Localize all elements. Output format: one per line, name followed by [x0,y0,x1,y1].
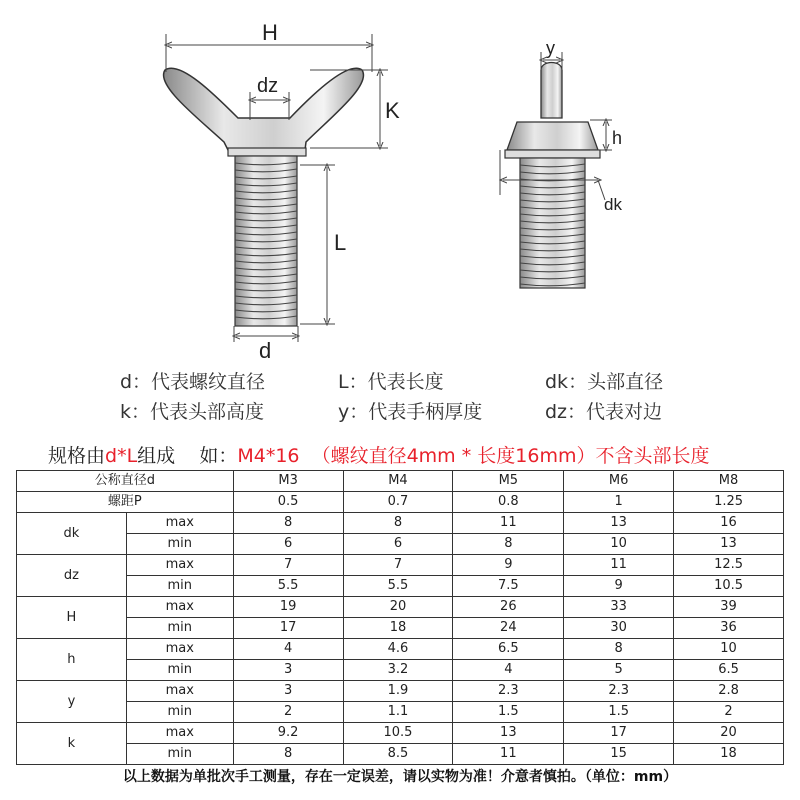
min-value: 10.5 [674,576,784,597]
min-value: 5 [564,660,674,681]
min-value: 5.5 [343,576,453,597]
max-value: 20 [343,597,453,618]
min-value: 5.5 [233,576,343,597]
max-value: 6.5 [453,639,564,660]
pitch-row [17,492,784,513]
min-value: 17 [233,618,343,639]
max-value: 3 [233,681,343,702]
label-dz: dz [257,75,279,97]
max-value: 8 [233,513,343,534]
max-value: 10 [674,639,784,660]
max-value: 17 [564,723,674,744]
group-label: dz [17,555,127,597]
table-row [17,702,784,723]
spec-line [48,441,709,468]
legend-dz: dz：代表对边 [545,401,663,423]
min-value: 7.5 [453,576,564,597]
size-header: M5 [453,471,564,492]
label-H: H [262,20,278,45]
side-base [505,150,600,158]
min-value: 9 [564,576,674,597]
spec-example: M4*16 （螺纹直径4mm * 长度16mm）不含头部长度 [237,445,710,467]
min-value: 24 [453,618,564,639]
max-value: 13 [564,513,674,534]
group-label: H [17,597,127,639]
legend-k: k：代表头部高度 [120,401,265,423]
min-value: 1.1 [343,702,453,723]
group-label: h [17,639,127,681]
min-label: min [126,702,233,723]
min-value: 6.5 [674,660,784,681]
max-value: 9 [453,555,564,576]
table-row [17,597,784,618]
label-d: d [259,338,272,363]
max-value: 9.2 [233,723,343,744]
max-value: 20 [674,723,784,744]
front-view [164,68,364,326]
min-value: 18 [674,744,784,765]
size-header: M3 [233,471,343,492]
table-row [17,513,784,534]
group-label: y [17,681,127,723]
header-row [17,471,784,492]
side-view [505,63,600,289]
max-value: 11 [564,555,674,576]
pitch-label: 螺距P [17,492,234,513]
size-header: M8 [674,471,784,492]
min-value: 36 [674,618,784,639]
max-label: max [126,513,233,534]
side-wing [541,63,562,119]
legend-dk: dk：头部直径 [545,371,664,393]
min-value: 4 [453,660,564,681]
min-label: min [126,660,233,681]
max-value: 13 [453,723,564,744]
max-value: 11 [453,513,564,534]
max-value: 16 [674,513,784,534]
max-label: max [126,681,233,702]
min-value: 1.5 [564,702,674,723]
table-row [17,576,784,597]
legend-d: d：代表螺纹直径 [120,371,266,393]
header-label: 公称直径d [17,471,234,492]
spec-formula: d*L [105,445,138,467]
max-value: 1.9 [343,681,453,702]
max-label: max [126,555,233,576]
spec-table [16,470,784,765]
max-value: 4.6 [343,639,453,660]
spec-suffix: 组成 如： [137,445,238,467]
label-L: L [334,230,347,255]
max-value: 4 [233,639,343,660]
pitch-value: 1 [564,492,674,513]
max-value: 10.5 [343,723,453,744]
max-value: 2.8 [674,681,784,702]
min-value: 1.5 [453,702,564,723]
min-value: 11 [453,744,564,765]
min-value: 6 [343,534,453,555]
table-row [17,639,784,660]
max-value: 33 [564,597,674,618]
max-value: 12.5 [674,555,784,576]
min-value: 2 [233,702,343,723]
max-value: 2.3 [453,681,564,702]
min-value: 8 [453,534,564,555]
min-value: 3 [233,660,343,681]
pitch-value: 0.5 [233,492,343,513]
min-value: 10 [564,534,674,555]
group-label: dk [17,513,127,555]
min-value: 3.2 [343,660,453,681]
max-label: max [126,639,233,660]
min-value: 30 [564,618,674,639]
legend-y: y：代表手柄厚度 [338,401,483,423]
table-row [17,723,784,744]
max-value: 7 [343,555,453,576]
max-label: max [126,723,233,744]
max-value: 8 [343,513,453,534]
size-header: M4 [343,471,453,492]
min-value: 6 [233,534,343,555]
table-row [17,744,784,765]
min-label: min [126,534,233,555]
spec-table-body [17,471,784,765]
group-label: k [17,723,127,765]
label-dk: dk [604,195,622,214]
min-label: min [126,744,233,765]
max-label: max [126,597,233,618]
max-value: 8 [564,639,674,660]
min-value: 2 [674,702,784,723]
disclaimer-note: 以上数据为单批次手工测量，存在一定误差，请以实物为准！介意者慎拍。（单位：mm） [122,769,678,785]
label-K: K [385,98,400,123]
min-value: 15 [564,744,674,765]
table-row [17,555,784,576]
min-label: min [126,576,233,597]
max-value: 39 [674,597,784,618]
size-header: M6 [564,471,674,492]
max-value: 7 [233,555,343,576]
min-value: 13 [674,534,784,555]
label-y: y [546,38,555,58]
max-value: 2.3 [564,681,674,702]
pitch-value: 0.8 [453,492,564,513]
table-row [17,534,784,555]
min-value: 18 [343,618,453,639]
spec-prefix: 规格由 [48,445,106,467]
table-row [17,618,784,639]
side-head [507,122,598,150]
pitch-value: 1.25 [674,492,784,513]
head-base [228,148,306,156]
min-value: 8 [233,744,343,765]
legend-L: L：代表长度 [338,371,444,393]
max-value: 26 [453,597,564,618]
table-row [17,660,784,681]
label-h: h [612,128,623,148]
max-value: 19 [233,597,343,618]
table-row [17,681,784,702]
min-label: min [126,618,233,639]
min-value: 8.5 [343,744,453,765]
pitch-value: 0.7 [343,492,453,513]
